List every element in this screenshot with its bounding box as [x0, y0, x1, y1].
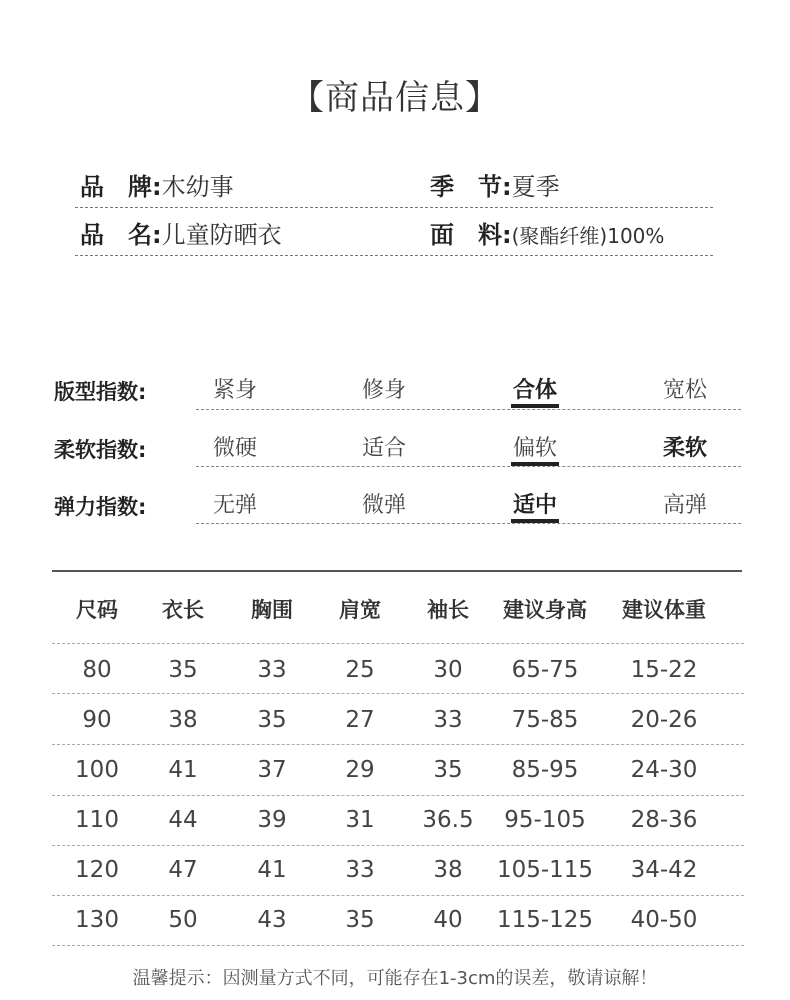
- table-cell: 28-36: [630, 807, 698, 833]
- table-cell: 33: [345, 857, 375, 883]
- index-label: 版型指数:: [54, 380, 147, 404]
- table-cell: 40: [433, 907, 463, 933]
- table-cell: 115-125: [496, 907, 594, 933]
- table-top-border: [52, 570, 742, 572]
- table-cell: 37: [257, 757, 287, 783]
- index-option: 紧身: [212, 378, 258, 403]
- table-cell: 40-50: [630, 907, 698, 933]
- page-title: 【商品信息】: [290, 78, 500, 118]
- info-brand-value: 木幼事: [161, 173, 234, 201]
- row-divider: [52, 845, 744, 846]
- info-season: [430, 172, 560, 202]
- index-option-selected: 合体: [512, 378, 558, 403]
- row-divider: [52, 945, 744, 946]
- table-cell: 33: [257, 657, 287, 683]
- table-cell: 20-26: [630, 707, 698, 733]
- table-header: 尺码: [76, 598, 118, 622]
- table-cell: 39: [257, 807, 287, 833]
- row-divider: [52, 895, 744, 896]
- info-name: [80, 220, 282, 250]
- index-option: 修身: [361, 378, 407, 403]
- measurement-note: 温馨提示：因测量方式不同，可能存在1-3cm的误差，敬请谅解！: [132, 968, 658, 989]
- table-cell: 120: [75, 857, 119, 883]
- table-cell: 50: [168, 907, 198, 933]
- table-cell: 47: [168, 857, 198, 883]
- selected-underline: [511, 404, 559, 408]
- info-season-label: 季 节:: [430, 173, 512, 201]
- index-option: 高弹: [662, 493, 708, 518]
- table-cell: 38: [433, 857, 463, 883]
- table-cell: 41: [168, 757, 198, 783]
- table-cell: 65-75: [511, 657, 579, 683]
- table-cell: 75-85: [511, 707, 579, 733]
- index-divider: [196, 523, 741, 524]
- table-header: 建议身高: [503, 598, 587, 622]
- index-option: 微硬: [212, 436, 258, 461]
- table-cell: 90: [82, 707, 112, 733]
- index-option: 偏软: [512, 436, 558, 461]
- table-cell: 110: [75, 807, 119, 833]
- table-cell: 36.5: [422, 807, 474, 833]
- index-divider: [196, 466, 741, 467]
- table-cell: 15-22: [630, 657, 698, 683]
- table-cell: 25: [345, 657, 375, 683]
- index-option: 宽松: [662, 378, 708, 403]
- info-brand: [80, 172, 234, 202]
- info-divider: [75, 207, 713, 208]
- info-name-value: 儿童防晒衣: [161, 221, 282, 249]
- index-option-selected: 适中: [512, 493, 558, 518]
- info-season-value: 夏季: [511, 173, 560, 201]
- index-divider: [196, 409, 741, 410]
- table-cell: 30: [433, 657, 463, 683]
- row-divider: [52, 795, 744, 796]
- table-header: 胸围: [251, 598, 293, 622]
- table-cell: 38: [168, 707, 198, 733]
- table-cell: 34-42: [630, 857, 698, 883]
- table-cell: 31: [345, 807, 375, 833]
- index-label: 柔软指数:: [54, 438, 147, 462]
- table-cell: 44: [168, 807, 198, 833]
- info-fabric-value: (聚酯纤维)100%: [511, 224, 665, 248]
- row-divider: [52, 744, 744, 745]
- table-cell: 130: [75, 907, 119, 933]
- index-option: 微弹: [361, 493, 407, 518]
- table-header: 肩宽: [339, 598, 381, 622]
- index-option: 适合: [361, 436, 407, 461]
- info-brand-label: 品 牌:: [80, 173, 162, 201]
- table-cell: 35: [257, 707, 287, 733]
- table-cell: 27: [345, 707, 375, 733]
- row-divider: [52, 693, 744, 694]
- table-cell: 33: [433, 707, 463, 733]
- row-divider: [52, 643, 744, 644]
- table-cell: 35: [433, 757, 463, 783]
- table-cell: 43: [257, 907, 287, 933]
- index-option: 无弹: [212, 493, 258, 518]
- table-cell: 105-115: [496, 857, 594, 883]
- table-header: 建议体重: [622, 598, 706, 622]
- table-cell: 29: [345, 757, 375, 783]
- table-cell: 35: [168, 657, 198, 683]
- table-cell: 35: [345, 907, 375, 933]
- table-cell: 100: [75, 757, 119, 783]
- table-cell: 85-95: [511, 757, 579, 783]
- info-fabric-label: 面 料:: [430, 221, 512, 249]
- index-option-selected: 柔软: [662, 436, 708, 461]
- table-header: 衣长: [162, 598, 204, 622]
- table-cell: 41: [257, 857, 287, 883]
- table-cell: 95-105: [504, 807, 586, 833]
- info-divider: [75, 255, 713, 256]
- index-label: 弹力指数:: [54, 495, 147, 519]
- info-name-label: 品 名:: [80, 221, 162, 249]
- info-fabric: [430, 220, 664, 251]
- table-header: 袖长: [427, 598, 469, 622]
- table-cell: 80: [82, 657, 112, 683]
- table-cell: 24-30: [630, 757, 698, 783]
